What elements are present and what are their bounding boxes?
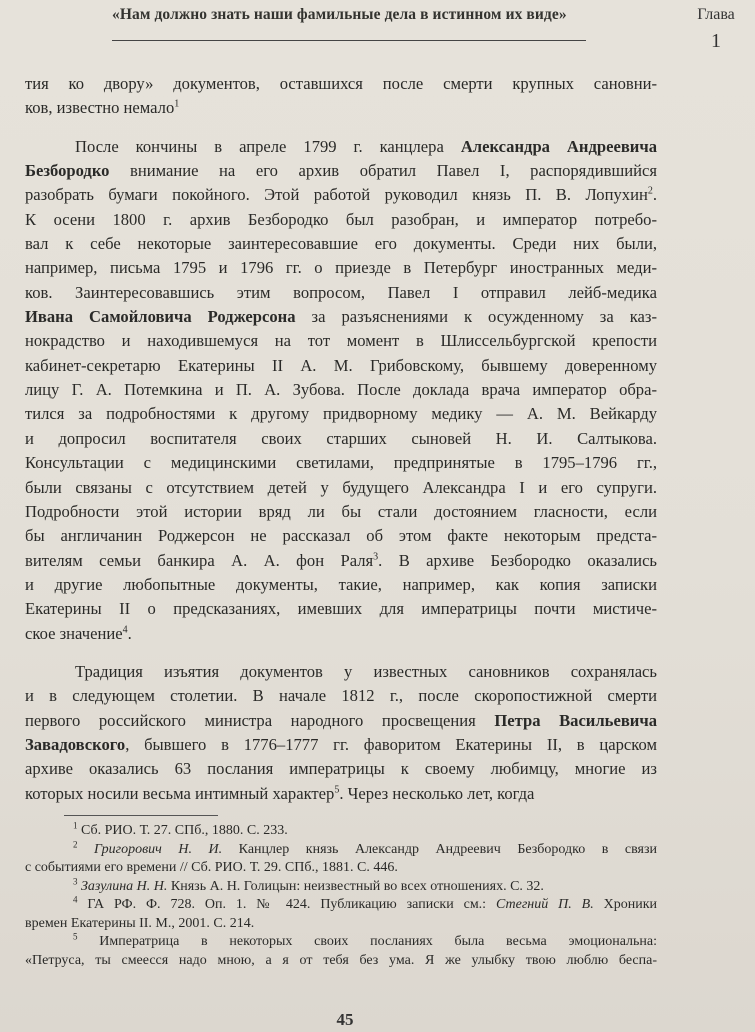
footnote-ref: 4 [73, 894, 78, 905]
text-run: архиве оказались 63 послания императрицы к своему любимцу, многие из [25, 759, 657, 779]
text-run: за разъяснениями к осужденному за каз- [295, 307, 657, 327]
text-run: с событиями его времени // Сб. РИО. Т. 29. СПб., 1881. С. 446. [25, 860, 398, 875]
text-line [25, 96, 657, 120]
text-line [25, 305, 657, 329]
footnote-line [25, 933, 657, 952]
footnote-line [25, 859, 657, 878]
text-line [25, 597, 657, 621]
text-run: . [127, 623, 132, 643]
text-run: ков. Заинтересовавшись этим вопросом, Павел I отправил лейб-медика [25, 282, 657, 302]
text-line [25, 476, 657, 500]
text-run: , бывшего в 1776–1777 гг. фаворитом Екатерины II, в царском [125, 734, 657, 754]
text-line [25, 135, 657, 159]
footnote-ref: 1 [174, 98, 180, 110]
footnote-ref: 3 [73, 875, 78, 886]
text-line [25, 159, 657, 183]
footnote-ref: 2 [647, 185, 653, 197]
chapter-label: Глава [697, 6, 735, 23]
footnote-ref: 2 [73, 838, 78, 849]
text-line [25, 402, 657, 426]
paragraph-gap [25, 121, 657, 135]
text-run: Консультации с медицинскими светилами, предпринятые в 1795–1796 гг., [25, 453, 657, 473]
text-run: Хроники [593, 897, 657, 912]
header-rule [112, 40, 586, 41]
footnote-ref: 5 [334, 784, 340, 796]
footnote-ref: 4 [122, 624, 128, 636]
body-text [25, 72, 657, 806]
text-line [25, 782, 657, 806]
paragraph-gap [25, 646, 657, 660]
text-run: например, письма 1795 и 1796 гг. о приезде в Петербург иностранных меди- [25, 258, 657, 278]
text-run: нокрадство и находившемуся на тот момент в Шлиссельбургской крепости [25, 331, 657, 351]
text-run: Традиция изъятия документов у известных сановников сохранялась [75, 661, 657, 681]
text-run: ское значение [25, 623, 123, 643]
text-line [25, 427, 657, 451]
bold-name: Завадовского [25, 734, 126, 754]
text-line [25, 733, 657, 757]
text-run: Канцлер князь Александр Андреевич Безбородко в связи [222, 841, 657, 857]
text-run: Подробности этой истории вряд ли бы стали достоянием гласности, если [25, 501, 657, 521]
text-run: были связаны с отсутствием детей у будущего Александра I и его супруги. [25, 477, 657, 497]
text-run: Князь А. Н. Голицын: неизвестный во всех отношениях. С. 32. [167, 878, 544, 894]
text-run: вал к себе некоторые заинтересовавшие его документы. Среди них были, [25, 234, 657, 254]
text-run: вителям семьи банкира А. А. фон Раля [25, 550, 374, 570]
text-run: лицу Г. А. Потемкина и П. А. Зубова. После доклада врача император обра- [25, 380, 657, 400]
text-run: ГА РФ. Ф. 728. Оп. 1. № 424. Публикацию записки см.: [77, 897, 496, 912]
text-line [25, 281, 657, 305]
text-run: бы англичанин Роджерсон не рассказал об этом факте некоторым предста- [25, 526, 657, 546]
text-line [25, 378, 657, 402]
footnote-ref: 3 [373, 551, 379, 562]
page-number: 45 [336, 1010, 354, 1029]
text-line [25, 208, 657, 232]
text-line [25, 354, 657, 378]
footnote-line [25, 822, 657, 841]
italic-author: Григорович Н. И. [77, 841, 223, 857]
text-run: Сб. РИО. Т. 27. СПб., 1880. С. 233. [77, 823, 288, 838]
text-line [25, 451, 657, 475]
text-line [25, 329, 657, 353]
text-run: первого российского министра народного просвещения [25, 710, 495, 730]
bold-name: Безбородко [25, 161, 110, 181]
text-run: Императрица в некоторых своих посланиях была весьма эмоциональна: [77, 934, 657, 949]
footnote-ref: 5 [73, 931, 78, 942]
text-run: . Через несколько лет, когда [339, 783, 535, 803]
text-line [25, 256, 657, 280]
footnote-ref: 1 [73, 820, 78, 831]
text-run: и в следующем столетии. В начале 1812 г., после скоропостижной смерти [25, 686, 657, 706]
footnote-line [25, 875, 657, 897]
text-run: После кончины в апреле 1799 г. канцлера [75, 136, 461, 156]
text-line [25, 622, 657, 646]
text-line [25, 709, 657, 733]
text-run: «Петруса, ты смеесся надо мною, а я от тебя без ума. Я же улыбку твою люблю беспа- [25, 952, 657, 968]
running-header-title: «Нам должно знать наши фамильные дела в истинном их виде» [112, 6, 567, 23]
footnote-rule [64, 815, 218, 816]
text-run: и другие любопытные документы, такие, например, как копия записки [25, 574, 657, 594]
bold-name: Петра Васильевича [494, 710, 657, 730]
bold-name: Александра Андреевича [460, 136, 658, 156]
footnote-line [25, 915, 657, 934]
text-run: К осени 1800 г. архив Безбородко был разобран, и император потребо- [25, 209, 657, 229]
text-line [25, 232, 657, 256]
text-run: внимание на его архив обратил Павел I, распорядившийся [109, 161, 657, 181]
text-run: тился за подробностями к другому придворному медику — А. М. Вейкарду [25, 404, 657, 424]
text-run: . В архиве Безбородко оказались [378, 550, 657, 570]
text-line [25, 573, 657, 597]
text-line [25, 500, 657, 524]
footnote-line [25, 896, 657, 915]
footnote-line [25, 952, 657, 971]
text-run: и допросил воспитателя своих старших сыновей Н. И. Салтыкова. [25, 428, 657, 448]
footnotes [25, 822, 657, 970]
text-run: которых носили весьма интимный характер [25, 783, 335, 803]
text-line [25, 684, 657, 708]
text-run: времен Екатерины II. М., 2001. С. 214. [25, 915, 255, 931]
italic-author: Стегний П. В. [495, 897, 594, 912]
text-line [25, 660, 657, 684]
text-run: . [652, 185, 657, 205]
bold-name: Ивана Самойловича Роджерсона [25, 307, 296, 327]
text-line [25, 72, 657, 96]
text-run: Екатерины II о предсказаниях, имевших для императрицы почти мистиче- [25, 599, 657, 619]
text-run: тия ко двору» документов, оставшихся после смерти крупных сановни- [25, 74, 657, 93]
chapter-number: 1 [711, 30, 721, 52]
text-line [25, 524, 657, 548]
text-line [25, 549, 657, 573]
footnote-line [25, 838, 657, 860]
text-run: ков, известно немало [25, 98, 175, 118]
text-line [25, 757, 657, 781]
text-run: разобрать бумаги покойного. Этой работой руководил князь П. В. Лопухин [25, 185, 648, 205]
text-run: кабинет-секретарю Екатерины II А. М. Грибовскому, бывшему доверенному [25, 355, 657, 375]
italic-author: Зазулина Н. Н. [77, 878, 168, 894]
text-line [25, 183, 657, 207]
